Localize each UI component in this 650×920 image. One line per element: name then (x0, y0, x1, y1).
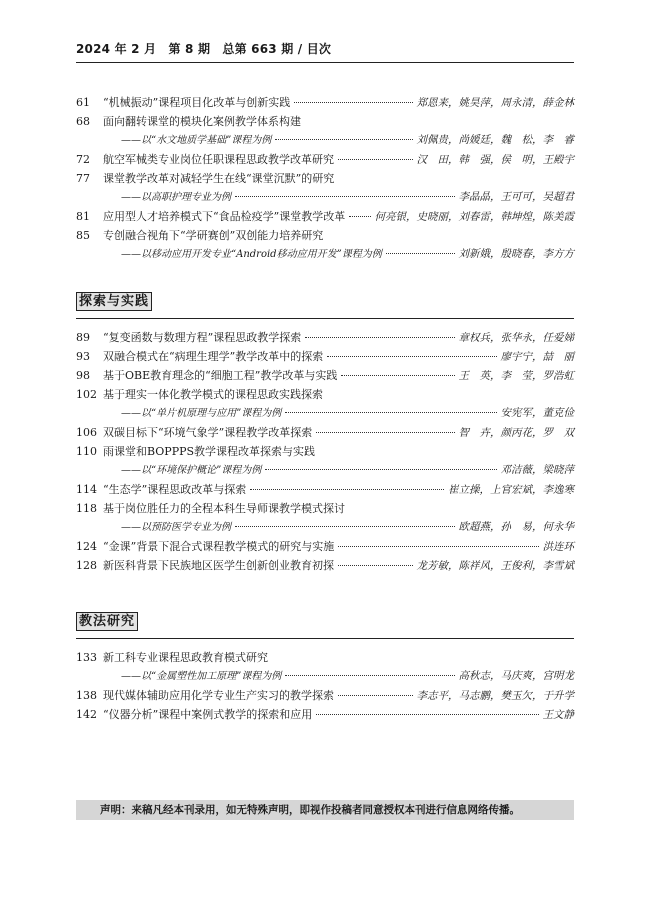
toc-entry[interactable] (76, 423, 574, 442)
article-title: 基于OBE教育理念的“细胞工程”教学改革与实践 (103, 369, 338, 382)
article-subtitle: ——以“单片机原理与应用”课程为例 (121, 408, 282, 419)
dot-leader (327, 355, 496, 357)
dot-leader (338, 564, 413, 566)
article-title: “生态学”课程思政改革与探索 (103, 483, 247, 496)
article-title: “机械振动”课程项目化改革与创新实践 (103, 96, 291, 109)
article-title: 基于岗位胜任力的全程本科生导师课教学模式探讨 (103, 502, 345, 515)
dot-leader (305, 336, 454, 338)
page-number: 93 (76, 350, 90, 363)
toc-entry-subtitle-line (76, 404, 574, 423)
page-number: 118 (76, 502, 97, 515)
article-title: 课堂教学改革对减轻学生在线“课堂沉默”的研究 (103, 172, 335, 185)
toc-entry[interactable] (76, 499, 574, 518)
toc-entry-subtitle-line (76, 518, 574, 537)
page-number: 128 (76, 559, 97, 572)
toc-entry[interactable] (76, 93, 574, 112)
toc-entry-subtitle-line (76, 131, 574, 150)
dot-leader (275, 138, 412, 140)
page-number: 98 (76, 369, 90, 382)
article-authors: 李志平，马志鹏，樊玉欠，于升学 (416, 690, 574, 702)
toc-entry[interactable] (76, 150, 574, 169)
article-authors: 崔立操，上官宏斌，李逸寒 (448, 484, 574, 496)
copyright-notice: 声明：来稿凡经本刊录用，如无特殊声明，即视作投稿者同意授权本刊进行信息网络传播。 (76, 800, 574, 820)
toc-entry[interactable] (76, 480, 574, 499)
toc-entry[interactable] (76, 705, 574, 724)
dot-leader (265, 468, 496, 470)
page-number: 142 (76, 708, 97, 721)
toc-entry-subtitle-line (76, 245, 574, 264)
page-number: 85 (76, 229, 90, 242)
article-title: 新工科专业课程思政教育模式研究 (103, 651, 268, 664)
article-authors: 刘新娥，殷晓春，李方方 (458, 248, 574, 260)
dot-leader (341, 374, 454, 376)
issue-header: 2024 年 2 月 第 8 期 总第 663 期 / 目次 (76, 42, 332, 56)
article-title: 双融合模式在“病理生理学”教学改革中的探索 (103, 350, 324, 363)
toc-entry[interactable] (76, 442, 574, 461)
page-number: 138 (76, 689, 97, 702)
page-number: 124 (76, 540, 97, 553)
toc-entry[interactable] (76, 328, 574, 347)
article-subtitle: ——以预防医学专业为例 (121, 522, 231, 533)
article-title: 新医科背景下民族地区医学生创新创业教育初探 (103, 559, 334, 572)
dot-leader (316, 713, 538, 715)
article-title: 现代媒体辅助应用化学专业生产实习的教学探索 (103, 689, 334, 702)
dot-leader (338, 158, 413, 160)
toc-entry-subtitle-line (76, 667, 574, 686)
article-title: 应用型人才培养模式下“食品检疫学”课堂教学改革 (103, 210, 346, 223)
toc-entry[interactable] (76, 556, 574, 575)
toc-entry[interactable] (76, 366, 574, 385)
header-rule (76, 62, 574, 63)
toc-entry[interactable] (76, 347, 574, 366)
toc-section-3 (76, 648, 574, 724)
article-title: 专创融合视角下“学研赛创”双创能力培养研究 (103, 229, 324, 242)
dot-leader (386, 252, 455, 254)
section-title-exploration: 探索与实践 (76, 292, 152, 311)
article-title: 航空军械类专业岗位任职课程思政教学改革研究 (103, 153, 334, 166)
article-authors: 洪连环 (542, 541, 574, 553)
article-authors: 邓洁薇，梁晓萍 (500, 464, 574, 476)
article-title: 面向翻转课堂的模块化案例教学体系构建 (103, 115, 301, 128)
article-authors: 智 卉，颜丙花，罗 双 (458, 427, 574, 439)
dot-leader (285, 674, 454, 676)
section-rule (76, 318, 574, 319)
article-authors: 高秋志，马庆爽，宫明龙 (458, 670, 574, 682)
article-subtitle: ——以“环境保护概论”课程为例 (121, 465, 262, 476)
toc-entry[interactable] (76, 686, 574, 705)
article-authors: 安宪军，董克俭 (500, 407, 574, 419)
article-authors: 欧超燕，孙 易，何永华 (458, 521, 574, 533)
page-number: 133 (76, 651, 97, 664)
article-authors: 郑恩来，姚昊萍，周永清，薛金林 (416, 97, 574, 109)
page-number: 110 (76, 445, 97, 458)
toc-entry[interactable] (76, 226, 574, 245)
article-subtitle: ——以移动应用开发专业“Android移动应用开发”课程为例 (121, 249, 382, 260)
article-authors: 何亮银，史晓丽，刘春雷，韩坤煌，陈美霞 (374, 211, 574, 223)
article-authors: 李晶晶，王可可，吴超君 (458, 191, 574, 203)
page-number: 102 (76, 388, 97, 401)
section-rule (76, 638, 574, 639)
page-number: 77 (76, 172, 90, 185)
page-number: 81 (76, 210, 90, 223)
toc-entry[interactable] (76, 648, 574, 667)
toc-section-1 (76, 93, 574, 264)
dot-leader (338, 545, 538, 547)
page-number: 61 (76, 96, 90, 109)
article-subtitle: ——以“金属塑性加工原理”课程为例 (121, 671, 282, 682)
dot-leader (235, 525, 455, 527)
article-subtitle: ——以“水文地质学基础”课程为例 (121, 135, 272, 146)
article-authors: 王文静 (542, 709, 574, 721)
dot-leader (316, 431, 454, 433)
toc-entry-subtitle-line (76, 461, 574, 480)
toc-entry-subtitle-line (76, 188, 574, 207)
article-title: “仪器分析”课程中案例式教学的探索和应用 (103, 708, 313, 721)
toc-entry[interactable] (76, 169, 574, 188)
toc-section-2 (76, 328, 574, 575)
article-title: “金课”背景下混合式课程教学模式的研究与实施 (103, 540, 335, 553)
toc-entry[interactable] (76, 385, 574, 404)
article-authors: 王 英，李 莹，罗浩虹 (458, 370, 574, 382)
article-title: 双碳目标下“环境气象学”课程教学改革探索 (103, 426, 313, 439)
toc-entry[interactable] (76, 207, 574, 226)
dot-leader (349, 215, 370, 217)
page-number: 68 (76, 115, 90, 128)
article-authors: 章权兵，张华永，任爱娣 (458, 332, 574, 344)
article-subtitle: ——以高职护理专业为例 (121, 192, 231, 203)
toc-entry[interactable] (76, 537, 574, 556)
dot-leader (250, 488, 444, 490)
article-title: “复变函数与数理方程”课程思政教学探索 (103, 331, 302, 344)
page-number: 89 (76, 331, 90, 344)
section-title-teaching-method: 教法研究 (76, 612, 138, 631)
page-number: 106 (76, 426, 97, 439)
dot-leader (235, 195, 455, 197)
page-number: 72 (76, 153, 90, 166)
article-authors: 龙芳敏，陈祥风，王俊利，李雪斌 (416, 560, 574, 572)
article-authors: 廖宇宁，喆 丽 (500, 351, 574, 363)
dot-leader (294, 101, 412, 103)
article-authors: 汉 田，韩 强，侯 明，王殿宇 (416, 154, 574, 166)
article-authors: 刘佩贵，尚媛廷，魏 松，李 睿 (416, 134, 574, 146)
article-title: 雨课堂和BOPPPS教学课程改革探索与实践 (103, 445, 316, 458)
page-number: 114 (76, 483, 97, 496)
toc-entry[interactable] (76, 112, 574, 131)
dot-leader (285, 411, 496, 413)
article-title: 基于理实一体化教学模式的课程思政实践探索 (103, 388, 323, 401)
dot-leader (338, 694, 413, 696)
